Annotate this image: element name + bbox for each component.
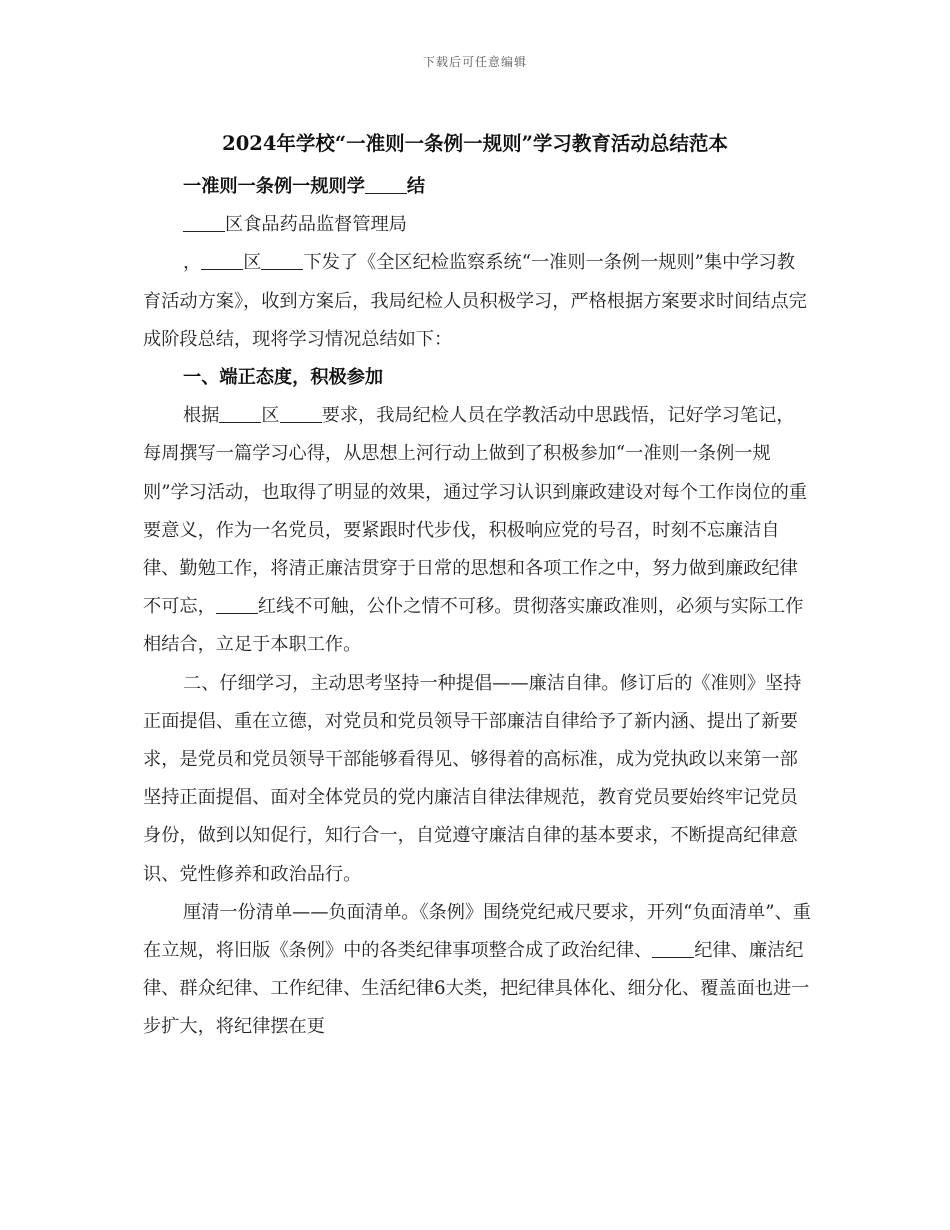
paragraph-3 (143, 894, 811, 1047)
document-title: 2024年学校“一准则一条例一规则”学习教育活动总结范本 (222, 132, 728, 155)
para3-text-a: 厘清一份清单——负面清单。《条例》围绕党纪戒尺要求，开列“负面清单”、重在立规，将旧版《条例》中的各类纪律事项整合成了政治纪律、 (143, 901, 811, 962)
subtitle (143, 168, 811, 206)
organization-name: 区食品药品监督管理局 (225, 214, 407, 236)
intro-text-a: ， (183, 252, 202, 274)
blank (219, 404, 261, 423)
blank (216, 595, 258, 614)
para1-text-b: 区 (261, 405, 280, 427)
subtitle-text-b: 结 (406, 176, 426, 197)
intro-text-c: 下发了《全区纪检监察系统“一准则一条例一规则”集中学习教育活动方案》，收到方案后，我局纪检人员积极学习，严格根据方案要求时间结点完成阶段总结，现将学习情况总结如下： (143, 252, 807, 350)
para3-text-b: 纪律、廉洁纪律、群众纪律、工作纪律、生活纪律6大类，把纪律具体化、细分化、覆盖面也进一步扩大，将纪律摆在更 (143, 940, 810, 1038)
blank (183, 213, 225, 232)
page-header: 下载后可任意编辑 (422, 55, 527, 69)
para1-text-d: 红线不可触，公仆之情不可移。贯彻落实廉政准则，必须与实际工作相结合，立足于本职工作。 (143, 596, 804, 656)
intro-text-b: 区 (243, 252, 262, 274)
paragraph-2: 二、仔细学习，主动思考坚持一种提倡——廉洁自律。修订后的《准则》坚持正面提倡、重在立德，对党员和党员领导干部廉洁自律给予了新内涵、提出了新要求，是党员和党员领导干部能够看得见、够得着的高标准，成为党执政以来第一部坚持正面提倡、面对全体党员的党内廉洁自律法律规范，教育党员要始终牢记党员身份，做到以知促行，知行合一，自觉遵守廉洁自律的基本要求，不断提高纪律意识、党性修养和政治品行。 (143, 672, 802, 885)
section-heading-1: 一、端正态度，积极参加 (183, 367, 384, 389)
blank (201, 251, 243, 270)
para1-text-c: 要求，我局纪检人员在学教活动中思践悟，记好学习笔记，每周撰写一篇学习心得，从思想上河行动上做到了积极参加“一准则一条例一规则”学习活动，也取得了明显的效果，通过学习认识到廉政建设对每个工作岗位的重要意义，作为一名党员，要紧跟时代步伐，积极响应党的号召，时刻不忘廉洁自律、勤勉工作，将清正廉洁贯穿于日常的思想和各项工作之中，努力做到廉政纪律不可忘， (143, 405, 808, 618)
paragraph-1 (143, 397, 811, 664)
blank (652, 939, 694, 958)
blank (261, 251, 303, 270)
organization-line (143, 206, 811, 244)
document-body (143, 168, 811, 1047)
subtitle-text-a: 一准则一条例一规则学 (183, 176, 365, 197)
intro-paragraph (143, 244, 811, 359)
blank (365, 175, 407, 194)
blank (280, 404, 322, 423)
para1-text-a: 根据 (183, 405, 220, 427)
